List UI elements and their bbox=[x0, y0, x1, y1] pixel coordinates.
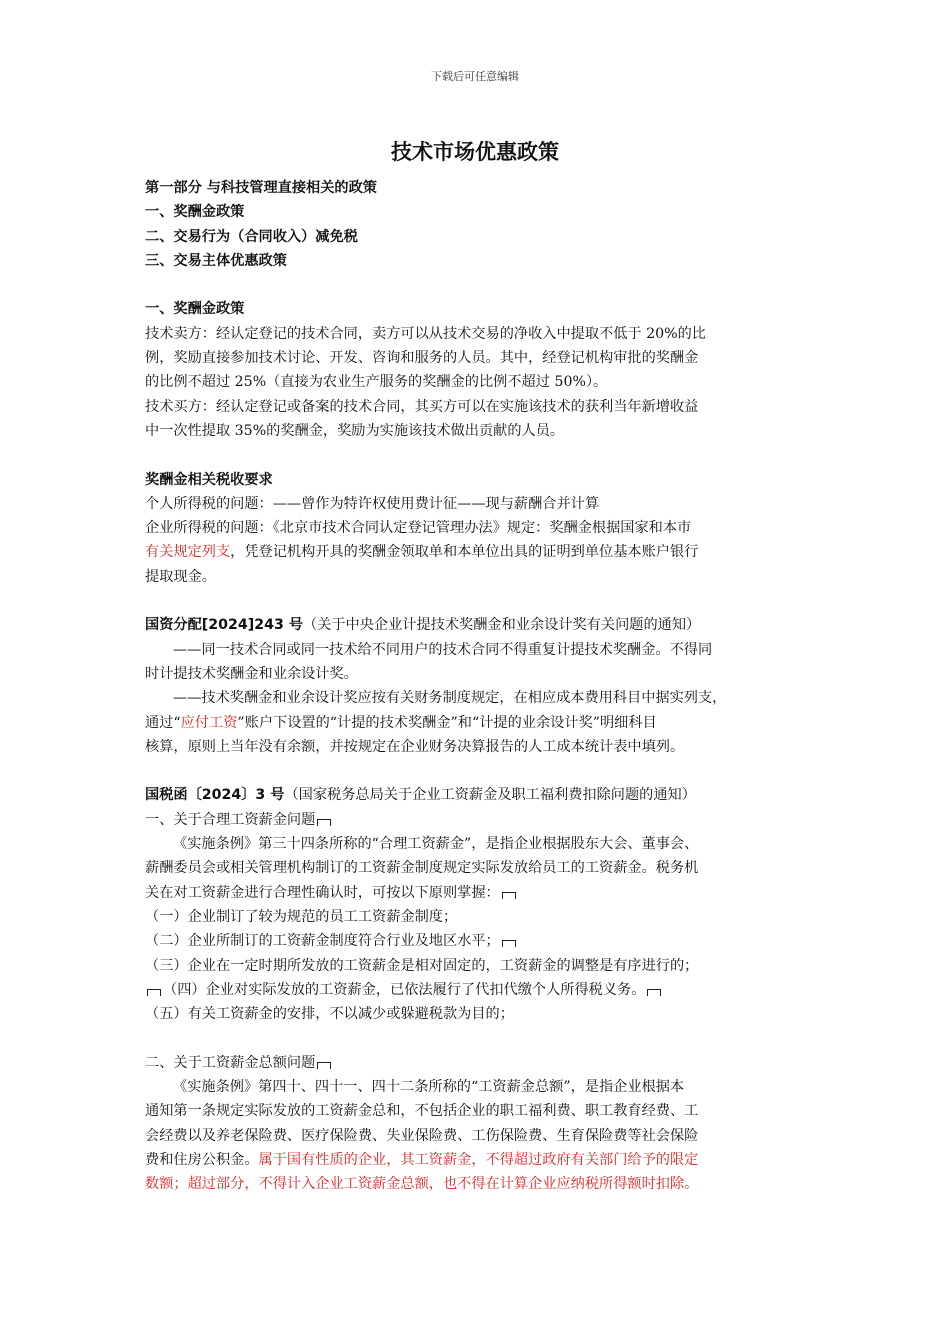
toc-item: 二、交易行为（合同收入）减免税 bbox=[145, 228, 358, 245]
text-line: 会经费以及养老保险费、医疗保险费、失业保险费、工伤保险费、生育保险费等社会保险 bbox=[145, 1127, 699, 1144]
highlight-text: 数额；超过部分，不得计入企业工资薪金总额，也不得在计算企业应纳税所得额时扣除。 bbox=[145, 1176, 699, 1193]
text-line: 薪酬委员会或相关管理机构制订的工资薪金制度规定实际发放给员工的工资薪金。税务机 bbox=[145, 860, 699, 877]
text-line: ——技术奖酬金和业余设计奖应按有关财务制度规定，在相应成本费用科目中据实列支， bbox=[173, 690, 727, 707]
text-line: 《实施条例》第四十、四十一、四十二条所称的“工资薪金总额”，是指企业根据本 bbox=[173, 1078, 685, 1095]
doc-reference bbox=[145, 783, 810, 807]
section-heading: 奖酬金相关税收要求 bbox=[145, 471, 273, 488]
text-line: 中一次性提取 35%的奖酬金，奖励为实施该技术做出贡献的人员。 bbox=[145, 422, 565, 439]
text-line: 核算，原则上当年没有余额，并按规定在企业财务决算报告的人工成本统计表中填列。 bbox=[145, 738, 685, 755]
toc-part: 第一部分 与科技管理直接相关的政策 bbox=[145, 180, 377, 196]
list-item: （一）企业制订了较为规范的员工工资薪金制度； bbox=[145, 908, 458, 925]
section-heading: 一、奖酬金政策 bbox=[145, 301, 245, 318]
list-item: （五）有关工资薪金的安排，不以减少或躲避税款为目的； bbox=[145, 1006, 514, 1023]
doc-number: 国资分配[2024]243 号 bbox=[145, 617, 303, 634]
text-line: 技术买方：经认定登记或备案的技术合同，其买方可以在实施该技术的获利当年新增收益 bbox=[145, 398, 699, 415]
text-line: 《实施条例》第三十四条所称的“合理工资薪金”，是指企业根据股东大会、董事会、 bbox=[173, 836, 699, 853]
page-header: 下载后可任意编辑 bbox=[431, 70, 519, 83]
text-line: 通知第一条规定实际发放的工资薪金总和，不包括企业的职工福利费、职工教育经费、工 bbox=[145, 1103, 699, 1120]
doc-title: （国家税务总局关于企业工资薪金及职工福利费扣除问题的通知） bbox=[284, 787, 696, 804]
document-body bbox=[145, 176, 810, 1196]
text-line: 通过“应付工资”账户下设置的“计提的技术奖酬金”和“计提的业余设计奖”明细科目 bbox=[145, 714, 657, 731]
subheading: 一、关于合理工资薪金问题 bbox=[145, 808, 810, 832]
text-line: 企业所得税的问题：《北京市技术合同认定登记管理办法》规定：奖酬金根据国家和本市 bbox=[145, 520, 692, 537]
para-mark-icon bbox=[317, 1062, 331, 1069]
subheading: 二、关于工资薪金总额问题 bbox=[145, 1051, 810, 1075]
doc-number: 国税函〔2024〕3 号 bbox=[145, 787, 285, 804]
list-item: （四）企业对实际发放的工资薪金，已依法履行了代扣代缴个人所得税义务。 bbox=[145, 978, 810, 1002]
text-line: ——同一技术合同或同一技术给不同用户的技术合同不得重复计提技术奖酬金。不得同 bbox=[173, 641, 713, 658]
text-line: 关在对工资薪金进行合理性确认时，可按以下原则掌握： bbox=[145, 881, 810, 905]
para-mark-icon bbox=[317, 819, 331, 826]
text-line: 例，奖励直接参加技术讨论、开发、咨询和服务的人员。其中，经登记机构审批的奖酬金 bbox=[145, 350, 699, 367]
text-line: 时计提技术奖酬金和业余设计奖。 bbox=[145, 665, 358, 682]
doc-title: （关于中央企业计提技术奖酬金和业余设计奖有关问题的通知） bbox=[302, 617, 701, 634]
para-mark-icon bbox=[647, 989, 661, 996]
toc-item: 三、交易主体优惠政策 bbox=[145, 252, 287, 269]
toc-item: 一、奖酬金政策 bbox=[145, 204, 245, 221]
para-mark-icon bbox=[502, 892, 516, 899]
text-line: 个人所得税的问题：——曾作为特许权使用费计征——现与薪酬合并计算 bbox=[145, 495, 600, 512]
text-line: 提取现金。 bbox=[145, 568, 216, 585]
text-line: 费和住房公积金。属于国有性质的企业，其工资薪金，不得超过政府有关部门给予的限定 bbox=[145, 1151, 699, 1168]
list-item: （三）企业在一定时期所发放的工资薪金是相对固定的，工资薪金的调整是有序进行的； bbox=[145, 957, 699, 974]
text-line: 技术卖方：经认定登记的技术合同，卖方可以从技术交易的净收入中提取不低于 20%的比 bbox=[145, 325, 706, 342]
highlight-text: 有关规定列支 bbox=[145, 544, 231, 561]
text-line: 的比例不超过 25%（直接为农业生产服务的奖酬金的比例不超过 50%）。 bbox=[145, 374, 608, 391]
para-mark-icon bbox=[502, 940, 516, 947]
para-mark-icon bbox=[147, 989, 161, 996]
document-title: 技术市场优惠政策 bbox=[391, 140, 559, 164]
highlight-text: 属于国有性质的企业，其工资薪金，不得超过政府有关部门给予的限定 bbox=[258, 1151, 699, 1168]
highlight-text: 应付工资 bbox=[180, 714, 238, 731]
doc-reference bbox=[145, 613, 810, 637]
list-item: （二）企业所制订的工资薪金制度符合行业及地区水平； bbox=[145, 929, 810, 953]
text-line: 有关规定列支，凭登记机构开具的奖酬金领取单和本单位出具的证明到单位基本账户银行 bbox=[145, 544, 699, 561]
